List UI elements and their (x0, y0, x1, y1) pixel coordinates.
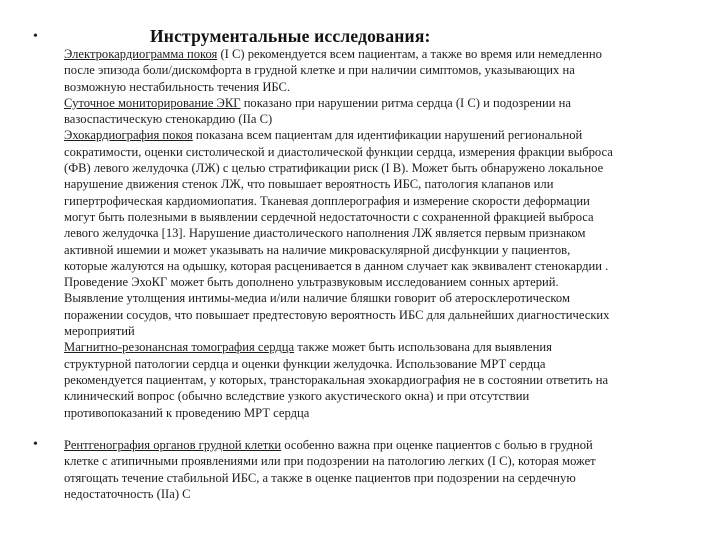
text-line (64, 79, 684, 95)
text-line (64, 242, 684, 258)
line-text: возможную нестабильность течения ИБС. (64, 79, 291, 94)
line-text: сократимости, оценки систолической и диастолической функции сердца, измерения фракции выброса (64, 144, 613, 159)
line-text: которые жалуются на одышку, которая расценивается в данном случает как эквивалент стенокардии . (64, 258, 609, 273)
text-line (64, 356, 684, 372)
line-text: левого желудочка [13]. Нарушение диастолического наполнения ЛЖ является первым признаком (64, 226, 586, 241)
text-line (64, 274, 684, 290)
text-line (64, 144, 684, 160)
line-text: после эпизода боли/дискомфорта в грудной клетке и при наличии симптомов, указывающих на (64, 63, 575, 78)
text-line (64, 111, 684, 127)
line-text: гипертрофическая кардиомиопатия. Тканевая допплерография и измерение скорости деформации (64, 193, 590, 208)
line-text: также может быть использована для выявления (294, 340, 552, 355)
bullet-point: • (33, 29, 38, 44)
line-text: нарушение движения стенок ЛЖ, что повышает вероятность ИБС, патология клапанов или (64, 177, 554, 192)
line-text: отягощать течение стабильной ИБС, а также в оценке пациентов при подозрении на сердечную (64, 470, 576, 485)
line-text: показано при нарушении ритма сердца (I C) и подозрении на (240, 95, 571, 110)
line-text: поражении сосудов, что повышает предтестовую вероятность ИБС для дальнейших диагностических (64, 307, 610, 322)
line-text: вазоспастическую стенокардию (IIa C) (64, 112, 273, 127)
line-text: показана всем пациентам для идентификации нарушений региональной (192, 128, 583, 143)
text-line (64, 388, 684, 404)
bullet-point: • (33, 437, 38, 452)
text-line (64, 486, 684, 502)
underlined-term: Рентгенография органов грудной клетки (64, 438, 282, 452)
text-line (64, 339, 684, 355)
line-text: мероприятий (64, 324, 135, 339)
line-text: структурной патологии сердца и оценки функции желудочка. Использование МРТ сердца (64, 356, 546, 371)
text-line (64, 323, 684, 339)
text-line (64, 470, 684, 486)
line-text: рекомендуется пациентам, у которых, трансторакальная эхокардиография не в состоянии ответить на (64, 372, 609, 387)
text-line (64, 209, 684, 225)
text-line (64, 307, 684, 323)
text-line (64, 160, 684, 176)
text-line (64, 290, 684, 306)
line-text: Выявление утолщения интимы-медиа и/или наличие бляшки говорит об атеросклеротическом (64, 291, 570, 306)
line-text: клетке с атипичными проявлениями или при подозрении на патологию легких (I C), которая может (64, 454, 596, 469)
section-chest-xray (64, 437, 684, 502)
slide-heading: Инструментальные исследования: (150, 26, 431, 46)
underlined-term: Магнитно-резонансная томография сердца (64, 340, 295, 355)
text-line (64, 437, 684, 453)
line-text: (I C) рекомендуется всем пациентам, а также во время или немедленно (217, 47, 602, 61)
text-line (64, 258, 684, 274)
text-line (64, 453, 684, 469)
text-line (64, 176, 684, 192)
line-text: клинический вопрос (обычно вследствие узкого акустического окна) и при отсутствии (64, 389, 530, 404)
text-line (64, 225, 684, 241)
section-cardiac-studies (64, 46, 684, 421)
text-line (64, 193, 684, 209)
underlined-term: Электрокардиограмма покоя (64, 47, 218, 61)
underlined-term: Суточное мониторирование ЭКГ (64, 95, 241, 110)
underlined-term: Эхокардиография покоя (64, 128, 193, 143)
line-text: противопоказаний к проведению МРТ сердца (64, 405, 310, 420)
text-line (64, 46, 684, 62)
line-text: недостаточность (IIa) C (64, 486, 191, 501)
line-text: особенно важна при оценке пациентов с болью в грудной (281, 438, 593, 452)
text-line (64, 372, 684, 388)
text-line (64, 62, 684, 78)
line-text: активной ишемии и может указывать на наличие микроваскулярной дисфункции у пациентов, (64, 242, 571, 257)
line-text: могут быть полезными в выявлении сердечной недостаточности с сохраненной фракцией выброса (64, 209, 594, 224)
text-line (64, 95, 684, 111)
line-text: Проведение ЭхоКГ может быть дополнено ультразвуковым исследованием сонных артерий. (64, 275, 559, 290)
text-line (64, 405, 684, 421)
text-line (64, 127, 684, 143)
line-text: (ФВ) левого желудочка (ЛЖ) с целью стратификации риск (I B). Может быть обнаружено локальное (64, 161, 604, 176)
